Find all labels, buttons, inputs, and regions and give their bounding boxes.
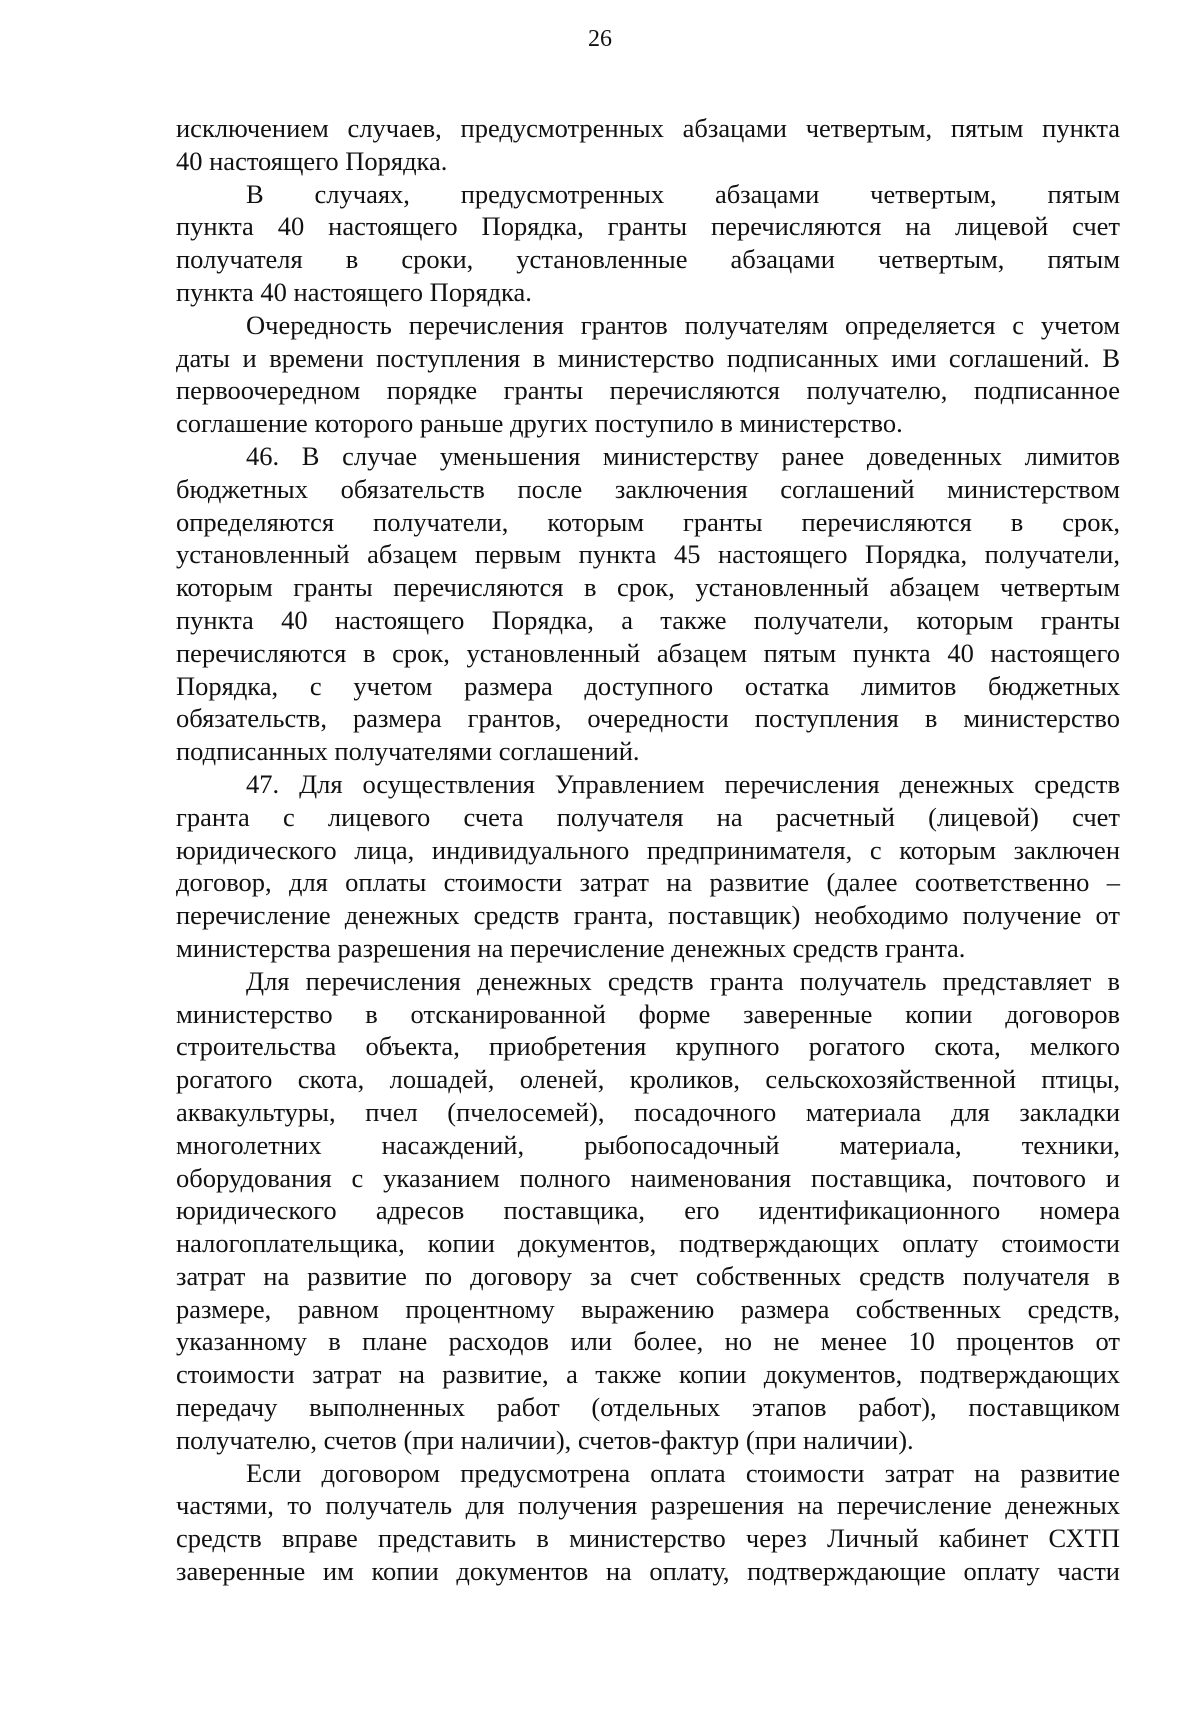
text-line: оборудования с указанием полного наименования поставщика, почтового и (176, 1162, 1120, 1193)
text-line: указанному в плане расходов или более, но не менее 10 процентов от (176, 1326, 1120, 1357)
paragraph (176, 178, 1120, 309)
text-line: строительства объекта, приобретения крупного рогатого скота, мелкого (176, 1031, 1120, 1062)
text-line: многолетних насаждений, рыбопосадочный материала, техники, (176, 1129, 1120, 1160)
text-line: 47. Для осуществления Управлением перечисления денежных средств (246, 768, 1120, 799)
text-line: юридического адресов поставщика, его идентификационного номера (176, 1195, 1120, 1226)
paragraph (176, 1457, 1120, 1588)
text-line: перечисляются в срок, установленный абзацем пятым пункта 40 настоящего (176, 637, 1120, 668)
page-number: 26 (588, 26, 612, 52)
text-line: Если договором предусмотрена оплата стоимости затрат на развитие (246, 1457, 1120, 1488)
paragraph (176, 768, 1120, 965)
text-line: аквакультуры, пчел (пчелосемей), посадочного материала для закладки (176, 1096, 1120, 1127)
text-line: пункта 40 настоящего Порядка, гранты перечисляются на лицевой счет (176, 211, 1120, 242)
document-body (176, 112, 1120, 1588)
paragraph (176, 309, 1120, 440)
text-line: юридического лица, индивидуального предпринимателя, с которым заключен (176, 834, 1120, 865)
text-line: даты и времени поступления в министерство подписанных ими соглашений. В (176, 342, 1120, 373)
text-line: частями, то получатель для получения разрешения на перечисление денежных (176, 1490, 1120, 1521)
text-line: средств вправе представить в министерство через Личный кабинет СХТП (176, 1523, 1120, 1554)
text-line: перечисление денежных средств гранта, поставщик) необходимо получение от (176, 900, 1120, 931)
text-line: Порядка, с учетом размера доступного остатка лимитов бюджетных (176, 670, 1120, 701)
text-line: 40 настоящего Порядка. (176, 145, 448, 176)
text-line: обязательств, размера грантов, очередности поступления в министерство (176, 703, 1120, 734)
paragraph (176, 112, 1120, 178)
text-line: установленный абзацем первым пункта 45 настоящего Порядка, получатели, (176, 539, 1120, 570)
text-line: размере, равном процентному выражению размера собственных средств, (176, 1293, 1120, 1324)
text-line: получателю, счетов (при наличии), счетов-фактур (при наличии). (176, 1424, 914, 1455)
text-line: рогатого скота, лошадей, оленей, кроликов, сельскохозяйственной птицы, (176, 1064, 1120, 1095)
text-line: налогоплательщика, копии документов, подтверждающих оплату стоимости (176, 1228, 1120, 1259)
text-line: передачу выполненных работ (отдельных этапов работ), поставщиком (176, 1392, 1120, 1423)
text-line: гранта с лицевого счета получателя на расчетный (лицевой) счет (176, 801, 1120, 832)
text-line: 46. В случае уменьшения министерству ранее доведенных лимитов (246, 440, 1120, 471)
text-line: пункта 40 настоящего Порядка, а также получатели, которым гранты (176, 604, 1120, 635)
text-line: первоочередном порядке гранты перечисляются получателю, подписанное (176, 375, 1120, 406)
text-line: Очередность перечисления грантов получателям определяется с учетом (246, 309, 1120, 340)
text-line: В случаях, предусмотренных абзацами четвертым, пятым (246, 178, 1120, 209)
text-line: соглашение которого раньше других поступило в министерство. (176, 408, 903, 439)
text-line: бюджетных обязательств после заключения соглашений министерством (176, 473, 1120, 504)
paragraph (176, 965, 1120, 1457)
text-line: которым гранты перечисляются в срок, установленный абзацем четвертым (176, 572, 1120, 603)
text-line: подписанных получателями соглашений. (176, 736, 640, 767)
text-line: договор, для оплаты стоимости затрат на развитие (далее соответственно – (176, 867, 1120, 898)
text-line: министерство в отсканированной форме заверенные копии договоров (176, 998, 1120, 1029)
text-line: стоимости затрат на развитие, а также копии документов, подтверждающих (176, 1359, 1120, 1390)
text-line: пункта 40 настоящего Порядка. (176, 276, 532, 307)
paragraph (176, 440, 1120, 768)
text-line: заверенные им копии документов на оплату, подтверждающие оплату части (176, 1556, 1120, 1587)
text-line: Для перечисления денежных средств гранта получатель представляет в (246, 965, 1120, 996)
text-line: исключением случаев, предусмотренных абзацами четвертым, пятым пункта (176, 113, 1120, 143)
text-line: получателя в сроки, установленные абзацами четвертым, пятым (176, 244, 1120, 275)
text-line: затрат на развитие по договору за счет собственных средств получателя в (176, 1260, 1120, 1291)
text-line: министерства разрешения на перечисление денежных средств гранта. (176, 932, 966, 963)
text-line: определяются получатели, которым гранты перечисляются в срок, (176, 506, 1120, 537)
